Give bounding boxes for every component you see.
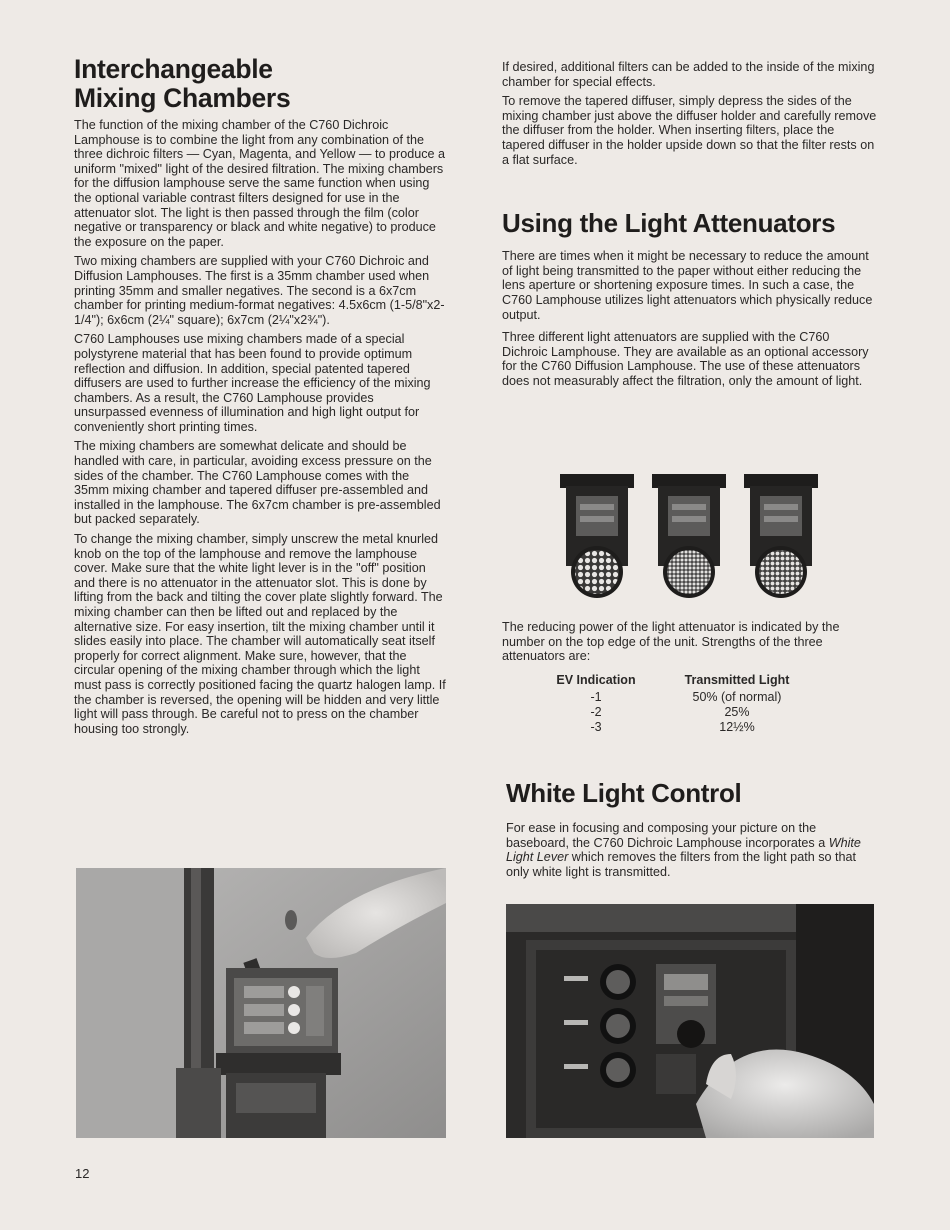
reducing-power-block xyxy=(502,620,872,669)
paragraph: The mixing chambers are somewhat delicate and should be handled with care, in particular, avoiding excess pressure on the sides of the chamber. The C760 Lamphouse comes with the 35mm mixing chamber and tapered diffuser pre-assembled and installed in the lamphouse. The 6x7cm chamber is pre-assembled but packed separately. xyxy=(74,439,441,527)
paragraph: To change the mixing chamber, simply unscrew the metal knurled knob on the top of the lamphouse and remove the lamphouse cover. Make sure that the white light lever is in the "off" position and there is no attenuator in the attenuator slot. This is done by lifting from the back and tilting the cover plate slightly forward. The mixing chamber can then be lifted out and replaced by the alternative size. For easy insertion, tilt the mixing chamber until it slides easily into place. The chamber will automatically seat itself properly for correct alignment. Make sure, however, that the circular opening of the mixing chamber through which the light must pass is correctly positioned facing the quartz halogen lamp. If the chamber is reversed, the opening will be hidden and very little light will pass through. Be careful not to press on the chamber housing too strongly. xyxy=(74,532,446,736)
paragraph: C760 Lamphouses use mixing chambers made of a special polystyrene material that has been found to provide optimum reflection and diffusion. In addition, special patented tapered diffusers are used to further increase the efficiency of the mixing chambers. As a result, the C760 Lamphouse provides unsurpassed evenness of illumination and high light output for conveniently short printing times. xyxy=(74,332,431,434)
left-column xyxy=(74,55,446,741)
table-row xyxy=(540,720,830,735)
ev-value: -3 xyxy=(590,720,602,734)
emphasis-white-light-lever: White Light Lever xyxy=(506,835,861,865)
photo-light-attenuators xyxy=(556,466,818,600)
paragraph: The function of the mixing chamber of the C760 Dichroic Lamphouse is to combine the light from any combination of the three dichroic filters — Cyan, Magenta, and Yellow — to produce a uniform "mixed" light of the desired filtration. The mixing chambers for the diffusion lamphouse serve the same function when using the optional variable contrast filters designed for use in the attenuator slot. The light is then passed through the film (color negative or transparency or black and white negative) to produce the exposure on the paper. xyxy=(74,118,446,249)
attenuators-photo-image xyxy=(556,466,818,600)
ev-header-indication: EV Indication xyxy=(556,673,636,687)
ev-header-transmitted: Transmitted Light xyxy=(684,673,790,687)
page-number: 12 xyxy=(75,1166,90,1181)
paragraph: Three different light attenuators are supplied with the C760 Dichroic Lamphouse. They are available as an optional accessory for the C760 Diffusion Lamphouse. The use of these attenuators does not measurably affect the filtration, only the amount of light. xyxy=(502,330,869,388)
lamphouse-photo-image xyxy=(506,904,874,1138)
ev-table-header xyxy=(540,671,830,690)
paragraph xyxy=(506,821,876,879)
table-row xyxy=(540,705,830,720)
ev-value: -1 xyxy=(590,690,602,704)
photo-enlarger-mixing-chamber xyxy=(76,868,446,1138)
ev-table xyxy=(540,671,830,735)
paragraph: To remove the tapered diffuser, simply depress the sides of the mixing chamber just above the diffuser holder and carefully remove the diffuser from the holder. When inserting filters, place the tapered diffuser in the holder upside down so that the filter rests on a flat surface. xyxy=(502,94,877,167)
table-row xyxy=(540,690,830,705)
paragraph: The reducing power of the light attenuator is indicated by the number on the top edge of the unit. Strengths of the three attenuators are: xyxy=(502,620,840,664)
text-run: For ease in focusing and composing your picture on the baseboard, the C760 Dichroic Lamphouse incorporates a xyxy=(506,821,829,850)
text-run: which removes the filters from the light path so that only white light is transmitted. xyxy=(506,850,857,879)
photo-white-light-lever xyxy=(506,904,874,1138)
enlarger-photo-image xyxy=(76,868,446,1138)
paragraph: Two mixing chambers are supplied with your C760 Dichroic and Diffusion Lamphouses. The first is a 35mm chamber used when printing 35mm and smaller negatives. The second is a 6x7cm chamber for printing medium-format negatives: 4.5x6cm (1-5/8"x2-1/4"); 6x6cm (2¼" square); 6x7cm (2¼"x2¾"). xyxy=(74,254,445,327)
transmitted-value: 12½% xyxy=(719,720,755,734)
heading-white-light-control: White Light Control xyxy=(506,778,742,808)
heading-light-attenuators: Using the Light Attenuators xyxy=(502,208,836,239)
ev-value: -2 xyxy=(590,705,602,719)
transmitted-value: 50% (of normal) xyxy=(692,690,782,704)
paragraph: There are times when it might be necessary to reduce the amount of light being transmitted to the paper without either reducing the lens aperture or shortening exposure times. In such a case, the C760 Lamphouse utilizes light attenuators which physically reduce output. xyxy=(502,249,873,322)
heading-mixing-chambers: Interchangeable Mixing Chambers xyxy=(74,54,291,113)
transmitted-value: 25% xyxy=(724,705,750,719)
white-light-block xyxy=(506,778,876,884)
paragraph: If desired, additional filters can be added to the inside of the mixing chamber for special effects. xyxy=(502,60,875,89)
right-column xyxy=(502,60,877,394)
